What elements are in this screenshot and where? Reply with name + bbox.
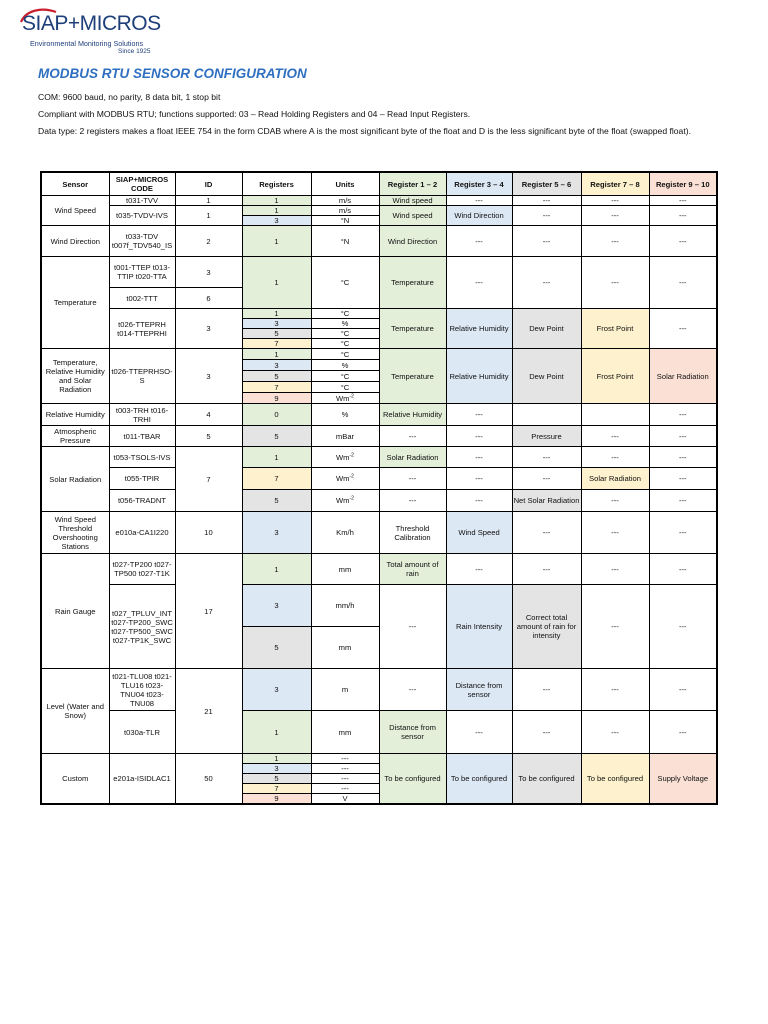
unit-text: Wm [336, 496, 350, 505]
register-cell: 3 [242, 512, 311, 554]
table-row [41, 490, 717, 512]
unit-cell: °C [311, 349, 379, 360]
id-cell: 10 [175, 512, 242, 554]
register-cell: 1 [242, 711, 311, 754]
sensor-cell: Temperature [41, 257, 109, 349]
table-row [41, 585, 717, 627]
value-cell: Wind speed [379, 206, 446, 226]
value-cell: --- [379, 669, 446, 711]
unit-cell: % [311, 319, 379, 329]
id-cell: 3 [175, 309, 242, 349]
unit-cell: °C [311, 339, 379, 349]
id-cell: 1 [175, 196, 242, 206]
unit-cell: --- [311, 764, 379, 774]
id-cell: 1 [175, 206, 242, 226]
value-cell: --- [512, 711, 581, 754]
table-row [41, 468, 717, 490]
value-cell: --- [649, 426, 717, 447]
code-cell: e201a-ISIDLAC1 [109, 754, 175, 805]
id-cell: 3 [175, 257, 242, 288]
value-cell: --- [649, 447, 717, 468]
sensor-cell: Rain Gauge [41, 554, 109, 669]
value-cell: Threshold Calibration [379, 512, 446, 554]
table-row [41, 196, 717, 206]
value-cell: Solar Radiation [581, 468, 649, 490]
value-cell: Dew Point [512, 309, 581, 349]
unit-cell: Km/h [311, 512, 379, 554]
register-cell: 1 [242, 226, 311, 257]
unit-cell: % [311, 360, 379, 371]
header-registers: Registers [242, 172, 311, 196]
value-cell: --- [581, 585, 649, 669]
header-register-5-6: Register 5 – 6 [512, 172, 581, 196]
unit-exponent: -2 [349, 473, 354, 480]
register-cell: 1 [242, 206, 311, 216]
value-cell: --- [512, 257, 581, 309]
value-cell: --- [581, 426, 649, 447]
register-cell: 1 [242, 554, 311, 585]
unit-exponent: -2 [349, 451, 354, 458]
value-cell: --- [649, 585, 717, 669]
value-cell: Rain Intensity [446, 585, 512, 669]
page-title: MODBUS RTU SENSOR CONFIGURATION [38, 66, 307, 81]
sensor-cell: Temperature, Relative Humidity and Solar Radiation [41, 349, 109, 404]
code-cell: t026-TTEPRH t014-TTEPRHI [109, 309, 175, 349]
value-cell: Pressure [512, 426, 581, 447]
register-cell: 3 [242, 764, 311, 774]
value-cell: --- [379, 468, 446, 490]
register-cell: 3 [242, 585, 311, 627]
value-cell: --- [649, 669, 717, 711]
unit-text: Wm [336, 452, 350, 462]
value-cell: Temperature [379, 309, 446, 349]
value-cell: Relative Humidity [379, 404, 446, 426]
value-cell: Net Solar Radiation [512, 490, 581, 512]
table-row [41, 309, 717, 319]
unit-cell [311, 468, 379, 490]
table-row [41, 512, 717, 554]
id-cell: 6 [175, 288, 242, 309]
value-cell: Dew Point [512, 349, 581, 404]
value-cell: --- [512, 196, 581, 206]
register-cell: 5 [242, 426, 311, 447]
value-cell: --- [581, 490, 649, 512]
unit-cell: --- [311, 754, 379, 764]
logo-since: Since 1925 [118, 48, 151, 55]
value-cell: --- [649, 404, 717, 426]
unit-cell: mBar [311, 426, 379, 447]
unit-cell: --- [311, 774, 379, 784]
id-cell: 7 [175, 447, 242, 512]
table-row [41, 426, 717, 447]
header-sensor: Sensor [41, 172, 109, 196]
code-cell: t002-TTT [109, 288, 175, 309]
unit-cell: mm [311, 711, 379, 754]
register-cell: 5 [242, 490, 311, 512]
unit-cell [311, 490, 379, 512]
value-cell: --- [649, 512, 717, 554]
modbus-config-table [40, 171, 718, 805]
code-cell: t053-TSOLS-IVS [109, 447, 175, 468]
code-cell: t003-TRH t016-TRHI [109, 404, 175, 426]
value-cell: --- [512, 468, 581, 490]
table-row [41, 349, 717, 360]
id-cell: 5 [175, 426, 242, 447]
table-row [41, 669, 717, 711]
value-cell: Frost Point [581, 309, 649, 349]
unit-cell: mm [311, 554, 379, 585]
value-cell: --- [512, 669, 581, 711]
value-cell: --- [581, 196, 649, 206]
register-cell: 1 [242, 754, 311, 764]
value-cell: --- [446, 196, 512, 206]
unit-cell: °N [311, 226, 379, 257]
value-cell: --- [512, 554, 581, 585]
table-row [41, 554, 717, 585]
header-id: ID [175, 172, 242, 196]
sensor-cell: Atmospheric Pressure [41, 426, 109, 447]
sensor-cell: Solar Radiation [41, 447, 109, 512]
company-logo [22, 12, 162, 58]
code-cell: t056-TRADNT [109, 490, 175, 512]
id-cell: 2 [175, 226, 242, 257]
table-row [41, 754, 717, 764]
value-cell: --- [649, 490, 717, 512]
table-row [41, 257, 717, 288]
unit-cell: °C [311, 329, 379, 339]
register-cell: 5 [242, 371, 311, 382]
value-cell: --- [649, 309, 717, 349]
table-row [41, 206, 717, 216]
value-cell: --- [446, 711, 512, 754]
register-cell: 3 [242, 360, 311, 371]
code-cell: t026-TTEPRHSO-S [109, 349, 175, 404]
unit-cell: m [311, 669, 379, 711]
value-cell: --- [446, 490, 512, 512]
value-cell: Supply Voltage [649, 754, 717, 805]
logo-wordmark: SIAP+MICROS [22, 12, 161, 35]
unit-cell: °C [311, 309, 379, 319]
value-cell: --- [512, 226, 581, 257]
code-cell: t027_TPLUV_INT t027-TP200_SWC t027-TP500_SWC t027-TP1K_SWC [109, 585, 175, 669]
logo-tagline: Environmental Monitoring Solutions [30, 39, 144, 48]
com-settings-text: COM: 9600 baud, no parity, 8 data bit, 1 stop bit [38, 92, 221, 102]
id-cell: 3 [175, 349, 242, 404]
value-cell: --- [446, 226, 512, 257]
id-cell: 21 [175, 669, 242, 754]
table-row [41, 711, 717, 754]
value-cell: Distance from sensor [446, 669, 512, 711]
unit-text: Wm [336, 393, 350, 403]
code-cell: e010a-CA1I220 [109, 512, 175, 554]
table-row [41, 226, 717, 257]
value-cell: To be configured [512, 754, 581, 805]
value-cell: To be configured [379, 754, 446, 805]
unit-cell: °C [311, 257, 379, 309]
value-cell: Distance from sensor [379, 711, 446, 754]
value-cell: --- [446, 468, 512, 490]
unit-cell: % [311, 404, 379, 426]
value-cell: --- [581, 512, 649, 554]
value-cell: Wind Direction [446, 206, 512, 226]
register-cell: 9 [242, 393, 311, 404]
code-cell: t035-TVDV-IVS [109, 206, 175, 226]
code-cell: t021-TLU08 t021-TLU16 t023-TNU04 t023-TNU08 [109, 669, 175, 711]
value-cell: Temperature [379, 349, 446, 404]
value-cell: Solar Radiation [379, 447, 446, 468]
sensor-cell: Relative Humidity [41, 404, 109, 426]
value-cell: Total amount of rain [379, 554, 446, 585]
register-cell: 5 [242, 329, 311, 339]
value-cell: --- [446, 257, 512, 309]
code-cell: t027-TP200 t027-TP500 t027-T1K [109, 554, 175, 585]
unit-cell [311, 393, 379, 404]
unit-cell: °N [311, 216, 379, 226]
unit-cell: mm/h [311, 585, 379, 627]
value-cell [512, 404, 581, 426]
code-cell: t033-TDV t007f_TDV540_IS [109, 226, 175, 257]
sensor-cell: Custom [41, 754, 109, 805]
value-cell: --- [446, 447, 512, 468]
value-cell: To be configured [446, 754, 512, 805]
value-cell: --- [581, 669, 649, 711]
value-cell: Relative Humidity [446, 349, 512, 404]
register-cell: 7 [242, 382, 311, 393]
value-cell: --- [512, 512, 581, 554]
value-cell: --- [581, 554, 649, 585]
value-cell: --- [581, 226, 649, 257]
header-register-9-10: Register 9 – 10 [649, 172, 717, 196]
sensor-cell: Wind Speed [41, 196, 109, 226]
value-cell: Relative Humidity [446, 309, 512, 349]
code-cell: t031-TVV [109, 196, 175, 206]
value-cell: Wind Direction [379, 226, 446, 257]
register-cell: 3 [242, 319, 311, 329]
unit-cell: V [311, 794, 379, 805]
register-cell: 1 [242, 349, 311, 360]
value-cell: Solar Radiation [649, 349, 717, 404]
value-cell: --- [649, 196, 717, 206]
register-cell: 1 [242, 447, 311, 468]
unit-cell [311, 447, 379, 468]
unit-cell: °C [311, 382, 379, 393]
value-cell: Frost Point [581, 349, 649, 404]
register-cell: 7 [242, 339, 311, 349]
code-cell: t055-TPIR [109, 468, 175, 490]
value-cell: --- [581, 447, 649, 468]
value-cell: Wind Speed [446, 512, 512, 554]
value-cell: --- [649, 257, 717, 309]
value-cell: Wind speed [379, 196, 446, 206]
register-cell: 1 [242, 257, 311, 309]
register-cell: 0 [242, 404, 311, 426]
unit-cell: --- [311, 784, 379, 794]
register-cell: 5 [242, 627, 311, 669]
value-cell: --- [512, 206, 581, 226]
value-cell: Temperature [379, 257, 446, 309]
register-cell: 1 [242, 196, 311, 206]
table-header-row [41, 172, 717, 196]
unit-text: Wm [336, 474, 350, 483]
register-cell: 3 [242, 669, 311, 711]
value-cell: --- [649, 711, 717, 754]
value-cell [581, 404, 649, 426]
value-cell: --- [581, 257, 649, 309]
compliance-text: Compliant with MODBUS RTU; functions supported: 03 – Read Holding Registers and 04 – Read Input Registers. [38, 109, 471, 119]
unit-cell: mm [311, 627, 379, 669]
code-cell: t030a-TLR [109, 711, 175, 754]
header-register-3-4: Register 3 – 4 [446, 172, 512, 196]
id-cell: 50 [175, 754, 242, 805]
header-code: SIAP+MICROS CODE [109, 172, 175, 196]
value-cell: --- [512, 447, 581, 468]
register-cell: 9 [242, 794, 311, 805]
value-cell: Correct total amount of rain for intensity [512, 585, 581, 669]
unit-exponent: -2 [349, 495, 354, 502]
unit-exponent: -2 [349, 392, 354, 399]
header-register-1-2: Register 1 – 2 [379, 172, 446, 196]
value-cell: --- [649, 554, 717, 585]
value-cell: --- [649, 226, 717, 257]
value-cell: --- [649, 206, 717, 226]
code-cell: t001-TTEP t013-TTIP t020-TTA [109, 257, 175, 288]
code-cell: t011-TBAR [109, 426, 175, 447]
value-cell: --- [379, 426, 446, 447]
value-cell: --- [649, 468, 717, 490]
value-cell: To be configured [581, 754, 649, 805]
table-row [41, 447, 717, 468]
id-cell: 4 [175, 404, 242, 426]
datatype-text: Data type: 2 registers makes a float IEEE 754 in the form CDAB where A is the most significant byte of the float and D is the less significant byte of the float (swapped float). [38, 126, 691, 136]
value-cell: --- [446, 404, 512, 426]
value-cell: --- [581, 711, 649, 754]
register-cell: 7 [242, 784, 311, 794]
value-cell: --- [446, 554, 512, 585]
value-cell: --- [446, 426, 512, 447]
sensor-cell: Level (Water and Snow) [41, 669, 109, 754]
value-cell: --- [379, 490, 446, 512]
header-units: Units [311, 172, 379, 196]
register-cell: 1 [242, 309, 311, 319]
unit-cell: m/s [311, 196, 379, 206]
unit-cell: m/s [311, 206, 379, 216]
sensor-cell: Wind Speed Threshold Overshooting Stations [41, 512, 109, 554]
sensor-cell: Wind Direction [41, 226, 109, 257]
header-register-7-8: Register 7 – 8 [581, 172, 649, 196]
unit-cell: °C [311, 371, 379, 382]
value-cell: --- [379, 585, 446, 669]
id-cell: 17 [175, 554, 242, 669]
register-cell: 5 [242, 774, 311, 784]
table-row [41, 404, 717, 426]
value-cell: --- [581, 206, 649, 226]
register-cell: 3 [242, 216, 311, 226]
register-cell: 7 [242, 468, 311, 490]
